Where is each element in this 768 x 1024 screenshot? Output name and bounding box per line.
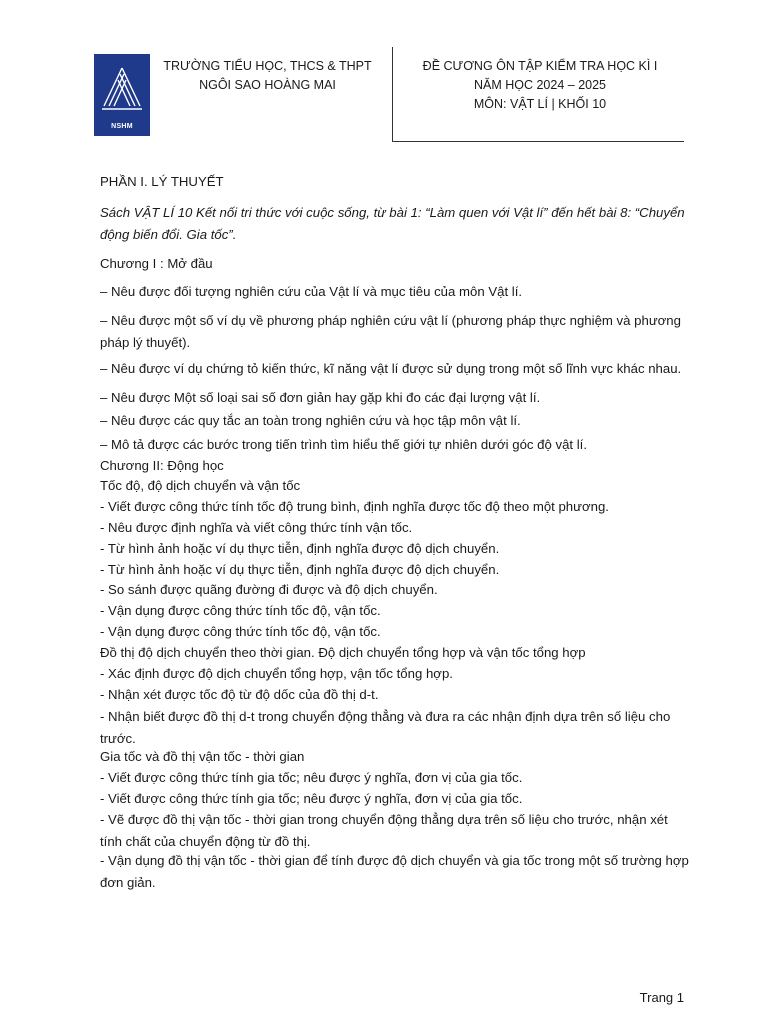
school-logo: [94, 54, 150, 136]
section-heading: PHẦN I. LÝ THUYẾT: [100, 174, 224, 189]
exam-title: [400, 57, 680, 114]
list-item: - Vận dụng đồ thị vận tốc - thời gian để tính được độ dịch chuyển và gia tốc trong một số trường hợp đơn giản.: [100, 853, 689, 890]
list-item: - Từ hình ảnh hoặc ví dụ thực tiễn, định nghĩa được độ dịch chuyển.: [100, 562, 500, 577]
section-heading: Đồ thị độ dịch chuyển theo thời gian. Độ dịch chuyển tổng hợp và vận tốc tổng hợp: [100, 645, 586, 660]
list-item: - Viết được công thức tính gia tốc; nêu được ý nghĩa, đơn vị của gia tốc.: [100, 770, 523, 785]
list-item: – Nêu được các quy tắc an toàn trong nghiên cứu và học tập môn vật lí.: [100, 413, 521, 428]
section-heading: Chương I : Mở đầu: [100, 256, 213, 271]
header-divider-vertical: [392, 47, 393, 142]
exam-line-3: MÔN: VẬT LÍ | KHỐI 10: [473, 97, 607, 111]
page-number: Trang 1: [639, 990, 684, 1005]
list-item: – Nêu được ví dụ chứng tỏ kiến thức, kĩ năng vật lí được sử dụng trong một số lĩnh vực khác nhau.: [100, 361, 682, 376]
list-item: – Nêu được một số ví dụ về phương pháp nghiên cứu vật lí (phương pháp thực nghiệm và phương pháp lý thuyết).: [100, 313, 681, 350]
list-item: - Viết được công thức tính gia tốc; nêu được ý nghĩa, đơn vị của gia tốc.: [100, 791, 523, 806]
exam-line-2: NĂM HỌC 2024 – 2025: [473, 78, 606, 92]
list-item: – Mô tả được các bước trong tiến trình tìm hiểu thế giới tự nhiên dưới góc độ vật lí.: [100, 437, 588, 452]
header-divider-horizontal: [392, 141, 684, 142]
section-heading: Tốc độ, độ dịch chuyển và vận tốc: [100, 478, 301, 493]
logo-text: NSHM: [111, 123, 133, 130]
intro-text: Sách VẬT LÍ 10 Kết nối tri thức với cuộc sống, từ bài 1: “Làm quen với Vật lí” đến hết bài 8: “Chuyển động biến đổi. Gia tốc”.: [100, 205, 685, 242]
school-line-2: NGÔI SAO HOÀNG MAI: [199, 78, 336, 92]
list-item: - Vận dụng được công thức tính tốc độ, vận tốc.: [100, 624, 381, 639]
exam-line-1: ĐỀ CƯƠNG ÔN TẬP KIỂM TRA HỌC KÌ I: [422, 59, 658, 73]
list-item: - Viết được công thức tính tốc độ trung bình, định nghĩa được tốc độ theo một phương.: [100, 499, 609, 514]
school-name: [160, 57, 375, 95]
list-item: - So sánh được quãng đường đi được và độ dịch chuyển.: [100, 582, 438, 597]
section-heading: Gia tốc và đồ thị vận tốc - thời gian: [100, 749, 305, 764]
document-header: [0, 0, 768, 145]
list-item: – Nêu được Một số loại sai số đơn giản hay gặp khi đo các đại lượng vật lí.: [100, 390, 541, 405]
list-item: - Vẽ được đồ thị vận tốc - thời gian trong chuyển động thẳng dựa trên số liệu cho trước, nhận xét tính chất của chuyển động từ đồ thị.: [100, 812, 668, 849]
school-line-1: TRƯỜNG TIỂU HỌC, THCS & THPT: [163, 59, 372, 73]
section-heading: Chương II: Động học: [100, 458, 224, 473]
list-item: - Vận dụng được công thức tính tốc độ, vận tốc.: [100, 603, 381, 618]
list-item: - Nhận biết được đồ thị d-t trong chuyển động thẳng và đưa ra các nhận định dựa trên số liệu cho trước.: [100, 709, 671, 746]
list-item: - Nhận xét được tốc độ từ độ dốc của đồ thị d-t.: [100, 687, 379, 702]
logo-emblem-icon: [100, 62, 144, 114]
list-item: - Từ hình ảnh hoặc ví dụ thực tiễn, định nghĩa được độ dịch chuyển.: [100, 541, 500, 556]
list-item: - Nêu được định nghĩa và viết công thức tính vận tốc.: [100, 520, 413, 535]
list-item: - Xác định được độ dịch chuyển tổng hợp, vận tốc tổng hợp.: [100, 666, 453, 681]
list-item: – Nêu được đối tượng nghiên cứu của Vật lí và mục tiêu của môn Vật lí.: [100, 284, 523, 299]
